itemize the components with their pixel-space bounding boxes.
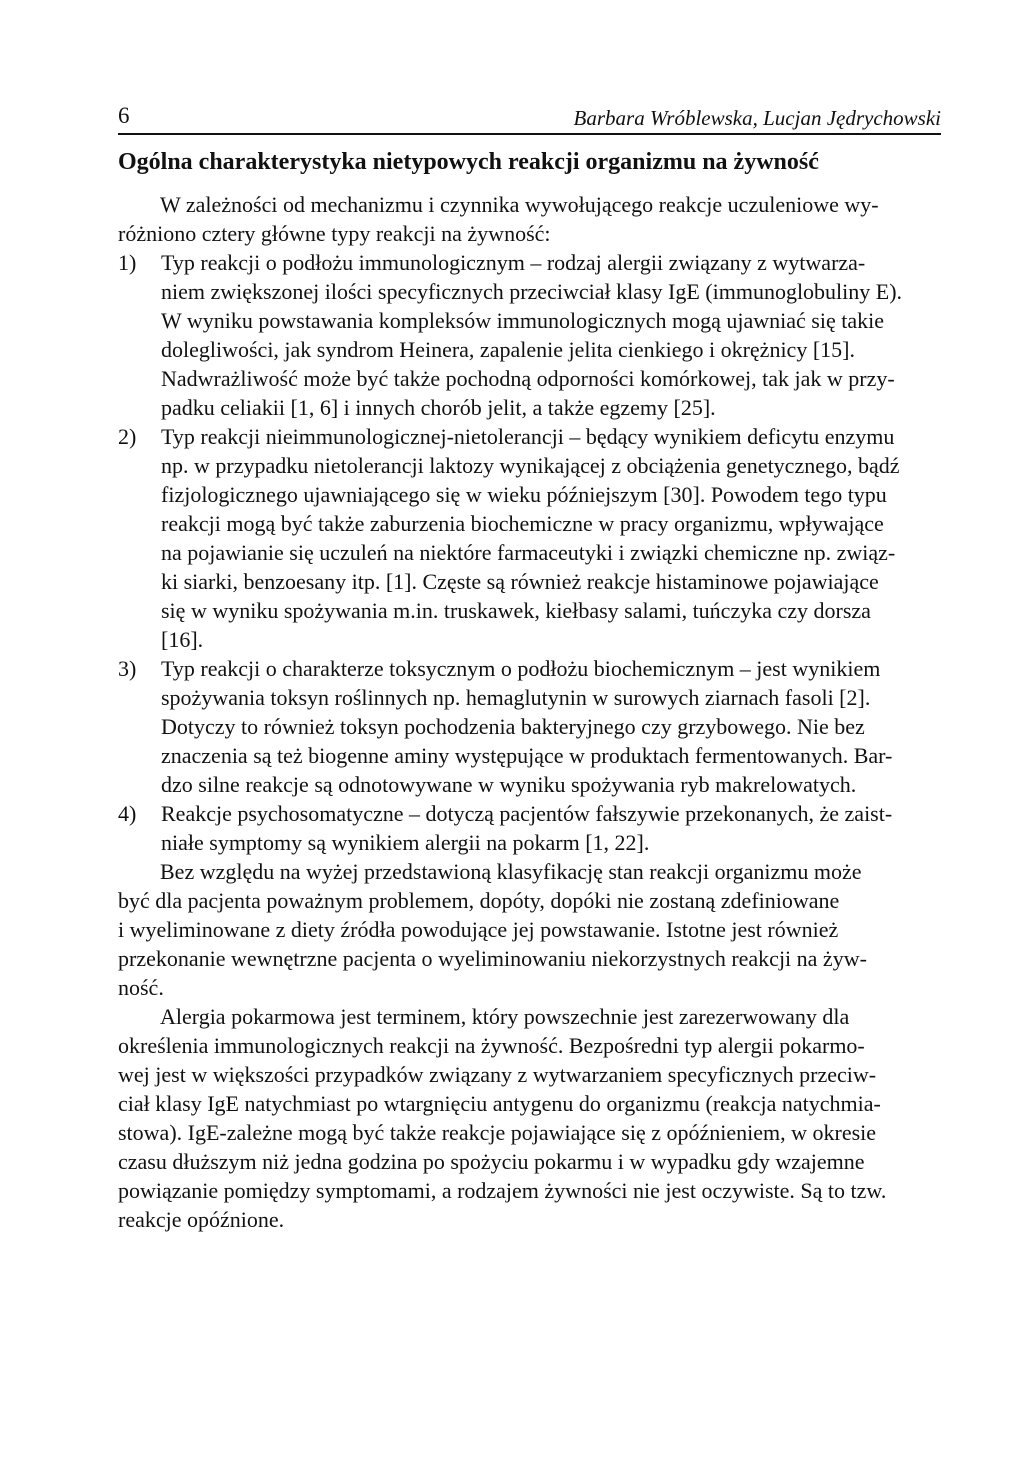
text-line: W zależności od mechanizmu i czynnika wywołującego reakcje uczuleniowe wy- xyxy=(160,192,879,217)
classification-paragraph xyxy=(118,857,941,1002)
text-line: dzo silne reakcje są odnotowywane w wyniku spożywania ryb makrelowatych. xyxy=(161,772,857,797)
text-line: stowa). IgE-zależne mogą być także reakcje pojawiające się z opóźnieniem, w okresie xyxy=(118,1120,877,1145)
text-line: ciał klasy IgE natychmiast po wtargnięciu antygenu do organizmu (reakcja natychmia- xyxy=(118,1091,881,1116)
list-number: 3) xyxy=(118,656,137,681)
reaction-types-list xyxy=(118,248,941,857)
list-item xyxy=(118,248,941,422)
text-line: niem zwiększonej ilości specyficznych przeciwciał klasy IgE (immunoglobuliny E). xyxy=(161,279,903,304)
article-body xyxy=(118,190,941,1234)
text-line: powiązanie pomiędzy symptomami, a rodzajem żywności nie jest oczywiste. Są to tzw. xyxy=(118,1178,887,1203)
text-line: np. w przypadku nietolerancji laktozy wynikającej z obciążenia genetycznego, bądź xyxy=(161,453,900,478)
text-line: się w wyniku spożywania m.in. truskawek, kiełbasy salami, tuńczyka czy dorsza xyxy=(161,598,871,623)
text-line: wej jest w większości przypadków związany z wytwarzaniem specyficznych przeciw- xyxy=(118,1062,877,1087)
text-line: ki siarki, benzoesany itp. [1]. Częste są również reakcje histaminowe pojawiające xyxy=(161,569,879,594)
text-line: padku celiakii [1, 6] i innych chorób jelit, a także egzemy [25]. xyxy=(161,395,716,420)
food-allergy-paragraph xyxy=(118,1002,941,1234)
text-line: Reakcje psychosomatyczne – dotyczą pacjentów fałszywie przekonanych, że zaist- xyxy=(161,801,893,826)
text-line: na pojawianie się uczuleń na niektóre farmaceutyki i związki chemiczne np. związ- xyxy=(161,540,896,565)
text-line: Bez względu na wyżej przedstawioną klasyfikację stan reakcji organizmu może xyxy=(160,859,862,884)
text-line: określenia immunologicznych reakcji na żywność. Bezpośredni typ alergii pokarmo- xyxy=(118,1033,865,1058)
text-line: Nadwrażliwość może być także pochodną odporności komórkowej, tak jak w przy- xyxy=(161,366,895,391)
text-line: fizjologicznego ujawniającego się w wieku późniejszym [30]. Powodem tego typu xyxy=(161,482,887,507)
text-line: W wyniku powstawania kompleksów immunologicznych mogą ujawniać się takie xyxy=(161,308,884,333)
list-number: 1) xyxy=(118,250,137,275)
text-line: Typ reakcji o podłożu immunologicznym – rodzaj alergii związany z wytwarza- xyxy=(161,250,866,275)
text-line: być dla pacjenta poważnym problemem, dopóty, dopóki nie zostaną zdefiniowane xyxy=(118,888,840,913)
list-item xyxy=(118,799,941,857)
text-line: Typ reakcji nieimmunologicznej-nietolerancji – będący wynikiem deficytu enzymu xyxy=(161,424,895,449)
running-header xyxy=(118,97,941,135)
list-item xyxy=(118,422,941,654)
text-line: i wyeliminowane z diety źródła powodujące jej powstawanie. Istotne jest również xyxy=(118,917,839,942)
section-title: Ogólna charakterystyka nietypowych reakcji organizmu na żywność xyxy=(118,149,819,175)
text-line: spożywania toksyn roślinnych np. hemaglutynin w surowych ziarnach fasoli [2]. xyxy=(161,685,871,710)
text-line: dolegliwości, jak syndrom Heinera, zapalenie jelita cienkiego i okrężnicy [15]. xyxy=(161,337,855,362)
text-line: ność. xyxy=(118,975,164,1000)
intro-paragraph xyxy=(118,190,941,248)
text-line: reakcji mogą być także zaburzenia biochemiczne w pracy organizmu, wpływające xyxy=(161,511,884,536)
text-line: czasu dłuższym niż jedna godzina po spożyciu pokarmu i w wypadku gdy wzajemne xyxy=(118,1149,865,1174)
text-line: różniono cztery główne typy reakcji na żywność: xyxy=(118,221,551,246)
text-line: Dotyczy to również toksyn pochodzenia bakteryjnego czy grzybowego. Nie bez xyxy=(161,714,865,739)
running-header-authors: Barbara Wróblewska, Lucjan Jędrychowski xyxy=(573,106,941,130)
text-line: Typ reakcji o charakterze toksycznym o podłożu biochemicznym – jest wynikiem xyxy=(161,656,881,681)
text-line: znaczenia są też biogenne aminy występujące w produktach fermentowanych. Bar- xyxy=(161,743,893,768)
list-item xyxy=(118,654,941,799)
page-number: 6 xyxy=(118,103,130,128)
text-line: przekonanie wewnętrzne pacjenta o wyeliminowaniu niekorzystnych reakcji na żyw- xyxy=(118,946,867,971)
text-line: niałe symptomy są wynikiem alergii na pokarm [1, 22]. xyxy=(161,830,650,855)
list-number: 2) xyxy=(118,424,137,449)
text-line: [16]. xyxy=(161,627,204,652)
list-number: 4) xyxy=(118,801,137,826)
text-line: reakcje opóźnione. xyxy=(118,1207,285,1232)
text-line: Alergia pokarmowa jest terminem, który powszechnie jest zarezerwowany dla xyxy=(160,1004,850,1029)
